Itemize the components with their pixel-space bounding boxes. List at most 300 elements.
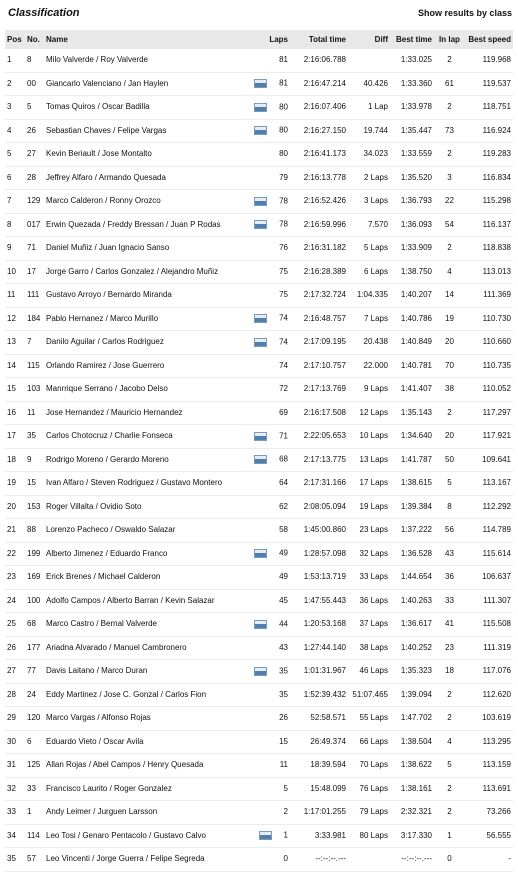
cell-laps	[250, 613, 290, 637]
cell-car-number: 125	[25, 754, 44, 778]
table-row[interactable]	[5, 824, 513, 848]
cell-in-lap: 20	[434, 425, 465, 449]
cell-driver-names: Davis Laitano / Marco Duran	[44, 660, 250, 684]
cell-best-time: 1:41.787	[390, 448, 434, 472]
cell-best-time: 1:47.702	[390, 707, 434, 731]
cell-best-time: 1:44.654	[390, 566, 434, 590]
cell-in-lap: 36	[434, 566, 465, 590]
onboard-camera-icon[interactable]	[254, 314, 267, 323]
cell-laps	[250, 307, 290, 331]
cell-best-time: 1:38.750	[390, 260, 434, 284]
laps-value: 80	[279, 149, 288, 159]
cell-best-speed: 115.614	[465, 542, 513, 566]
cell-best-speed: 113.159	[465, 754, 513, 778]
table-row[interactable]	[5, 166, 513, 190]
table-row[interactable]	[5, 472, 513, 496]
cell-total-time: 1:53:13.719	[290, 566, 348, 590]
cell-driver-names: Marco Calderon / Ronny Orozco	[44, 190, 250, 214]
cell-total-time: 52:58.571	[290, 707, 348, 731]
table-row[interactable]	[5, 848, 513, 872]
table-row[interactable]	[5, 260, 513, 284]
cell-best-speed: 116.924	[465, 119, 513, 143]
cell-in-lap: 33	[434, 589, 465, 613]
cell-best-speed: 115.508	[465, 613, 513, 637]
laps-value: 75	[279, 266, 288, 276]
cell-car-number: 1	[25, 801, 44, 825]
cell-best-time: 1:41.407	[390, 378, 434, 402]
cell-pos: 31	[5, 754, 25, 778]
cell-pos: 4	[5, 119, 25, 143]
cell-laps	[250, 589, 290, 613]
cell-in-lap: 2	[434, 683, 465, 707]
laps-value: 44	[279, 619, 288, 629]
cell-car-number: 111	[25, 284, 44, 308]
cell-diff	[348, 49, 390, 72]
cell-pos: 19	[5, 472, 25, 496]
cell-diff	[348, 848, 390, 872]
cell-car-number: 100	[25, 589, 44, 613]
laps-value: 43	[279, 642, 288, 652]
cell-laps	[250, 213, 290, 237]
laps-value: 81	[279, 55, 288, 65]
table-body	[5, 49, 513, 871]
cell-in-lap: 2	[434, 143, 465, 167]
cell-laps	[250, 472, 290, 496]
cell-laps	[250, 707, 290, 731]
col-header-diff[interactable]: Diff	[348, 30, 390, 49]
table-row[interactable]	[5, 331, 513, 355]
cell-diff: 22.000	[348, 354, 390, 378]
laps-value: 74	[279, 360, 288, 370]
cell-diff: 6 Laps	[348, 260, 390, 284]
cell-car-number: 68	[25, 613, 44, 637]
cell-total-time: 2:16:06.788	[290, 49, 348, 72]
cell-car-number: 57	[25, 848, 44, 872]
cell-diff: 19 Laps	[348, 495, 390, 519]
cell-best-speed: 113.013	[465, 260, 513, 284]
cell-in-lap: 73	[434, 119, 465, 143]
cell-diff: 10 Laps	[348, 425, 390, 449]
cell-best-speed: 110.730	[465, 307, 513, 331]
cell-in-lap: 54	[434, 213, 465, 237]
table-row[interactable]	[5, 683, 513, 707]
cell-best-speed: 109.641	[465, 448, 513, 472]
cell-car-number: 184	[25, 307, 44, 331]
cell-diff: 70 Laps	[348, 754, 390, 778]
table-row[interactable]	[5, 119, 513, 143]
cell-laps	[250, 354, 290, 378]
cell-total-time: 26:49.374	[290, 730, 348, 754]
cell-total-time: 2:16:17.508	[290, 401, 348, 425]
cell-in-lap: 14	[434, 284, 465, 308]
cell-driver-names: Marco Castro / Bernal Valverde	[44, 613, 250, 637]
cell-laps	[250, 542, 290, 566]
laps-value: 11	[279, 760, 288, 770]
table-row[interactable]	[5, 519, 513, 543]
cell-driver-names: Eduardo Vieto / Oscar Avila	[44, 730, 250, 754]
onboard-camera-icon[interactable]	[254, 79, 267, 88]
cell-diff: 17 Laps	[348, 472, 390, 496]
cell-pos: 15	[5, 378, 25, 402]
cell-best-speed: 113.167	[465, 472, 513, 496]
cell-pos: 27	[5, 660, 25, 684]
cell-total-time: 2:17:32.724	[290, 284, 348, 308]
cell-diff: 38 Laps	[348, 636, 390, 660]
cell-driver-names: Leo Vincenti / Jorge Guerra / Felipe Segreda	[44, 848, 250, 872]
cell-best-time: 1:38.504	[390, 730, 434, 754]
cell-car-number: 88	[25, 519, 44, 543]
cell-total-time: 1:52:39.432	[290, 683, 348, 707]
cell-driver-names: Eddy Martinez / Jose C. Gonzal / Carlos Fion	[44, 683, 250, 707]
table-row[interactable]	[5, 707, 513, 731]
cell-best-speed: 117.297	[465, 401, 513, 425]
onboard-camera-icon[interactable]	[254, 455, 267, 464]
cell-driver-names: Tomas Quiros / Oscar Badilla	[44, 96, 250, 120]
cell-best-speed: 56.555	[465, 824, 513, 848]
table-row[interactable]	[5, 589, 513, 613]
table-row[interactable]	[5, 542, 513, 566]
cell-best-time: 1:39.384	[390, 495, 434, 519]
cell-car-number: 103	[25, 378, 44, 402]
cell-total-time: 15:48.099	[290, 777, 348, 801]
col-header-total-time[interactable]: Total time	[290, 30, 348, 49]
cell-best-time: 1:33.909	[390, 237, 434, 261]
cell-driver-names: Leo Tosi / Genaro Pentacolo / Gustavo Calvo	[44, 824, 250, 848]
cell-car-number: 27	[25, 143, 44, 167]
cell-in-lap: 2	[434, 401, 465, 425]
cell-best-time: 1:40.252	[390, 636, 434, 660]
laps-value: 49	[279, 548, 288, 558]
table-row[interactable]	[5, 49, 513, 72]
cell-car-number: 6	[25, 730, 44, 754]
table-row[interactable]	[5, 96, 513, 120]
cell-total-time: 1:17:01.255	[290, 801, 348, 825]
cell-total-time: 2:08:05.094	[290, 495, 348, 519]
cell-best-speed: 113.691	[465, 777, 513, 801]
cell-best-time: 1:38.161	[390, 777, 434, 801]
cell-laps	[250, 754, 290, 778]
cell-best-speed: 115.298	[465, 190, 513, 214]
cell-pos: 26	[5, 636, 25, 660]
cell-best-speed: 117.076	[465, 660, 513, 684]
laps-value: 58	[279, 525, 288, 535]
onboard-camera-icon[interactable]	[254, 549, 267, 558]
cell-total-time: 2:16:13.778	[290, 166, 348, 190]
cell-in-lap: 4	[434, 730, 465, 754]
cell-diff: 2 Laps	[348, 166, 390, 190]
cell-laps	[250, 72, 290, 96]
cell-laps	[250, 495, 290, 519]
cell-best-time: 1:35.520	[390, 166, 434, 190]
cell-driver-names: Francisco Laurito / Roger Gonzalez	[44, 777, 250, 801]
table-row[interactable]	[5, 401, 513, 425]
onboard-camera-icon[interactable]	[254, 103, 267, 112]
cell-laps	[250, 378, 290, 402]
table-row[interactable]	[5, 730, 513, 754]
laps-value: 78	[279, 196, 288, 206]
cell-best-time: 1:40.786	[390, 307, 434, 331]
cell-best-speed: -	[465, 848, 513, 872]
cell-laps	[250, 683, 290, 707]
col-header-no[interactable]: No.	[25, 30, 44, 49]
cell-in-lap: 0	[434, 848, 465, 872]
cell-pos: 9	[5, 237, 25, 261]
cell-best-time: 1:36.093	[390, 213, 434, 237]
cell-diff: 33 Laps	[348, 566, 390, 590]
cell-pos: 6	[5, 166, 25, 190]
cell-best-speed: 118.751	[465, 96, 513, 120]
table-row[interactable]	[5, 354, 513, 378]
cell-best-speed: 117.921	[465, 425, 513, 449]
cell-total-time: 2:17:13.769	[290, 378, 348, 402]
cell-driver-names: Sebastian Chaves / Felipe Vargas	[44, 119, 250, 143]
cell-best-time: 1:33.559	[390, 143, 434, 167]
cell-car-number: 00	[25, 72, 44, 96]
onboard-camera-icon[interactable]	[254, 432, 267, 441]
cell-best-speed: 116.834	[465, 166, 513, 190]
cell-car-number: 17	[25, 260, 44, 284]
cell-diff: 19.744	[348, 119, 390, 143]
cell-driver-names: Danilo Aguilar / Carlos Rodriguez	[44, 331, 250, 355]
cell-pos: 33	[5, 801, 25, 825]
cell-pos: 10	[5, 260, 25, 284]
cell-pos: 30	[5, 730, 25, 754]
cell-pos: 16	[5, 401, 25, 425]
laps-value: 0	[283, 854, 288, 864]
cell-pos: 32	[5, 777, 25, 801]
cell-best-time: 1:38.622	[390, 754, 434, 778]
cell-laps	[250, 331, 290, 355]
cell-diff: 36 Laps	[348, 589, 390, 613]
laps-value: 68	[279, 454, 288, 464]
table-row[interactable]	[5, 448, 513, 472]
cell-diff: 80 Laps	[348, 824, 390, 848]
cell-pos: 18	[5, 448, 25, 472]
laps-value: 69	[279, 407, 288, 417]
cell-total-time: 2:16:27.150	[290, 119, 348, 143]
cell-best-speed: 113.295	[465, 730, 513, 754]
cell-best-time: 1:36.793	[390, 190, 434, 214]
cell-best-speed: 110.052	[465, 378, 513, 402]
table-row[interactable]	[5, 237, 513, 261]
table-row[interactable]	[5, 801, 513, 825]
cell-total-time: 1:28:57.098	[290, 542, 348, 566]
cell-laps	[250, 448, 290, 472]
cell-pos: 1	[5, 49, 25, 72]
cell-diff: 9 Laps	[348, 378, 390, 402]
cell-pos: 17	[5, 425, 25, 449]
col-header-pos[interactable]: Pos	[5, 30, 25, 49]
cell-car-number: 7	[25, 331, 44, 355]
laps-value: 1	[283, 830, 288, 840]
laps-value: 74	[279, 313, 288, 323]
cell-laps	[250, 801, 290, 825]
table-row[interactable]	[5, 636, 513, 660]
cell-diff: 3 Laps	[348, 190, 390, 214]
cell-pos: 25	[5, 613, 25, 637]
cell-in-lap: 2	[434, 237, 465, 261]
table-row[interactable]	[5, 495, 513, 519]
cell-best-time: 1:33.360	[390, 72, 434, 96]
table-row[interactable]	[5, 213, 513, 237]
cell-pos: 8	[5, 213, 25, 237]
onboard-camera-icon[interactable]	[259, 831, 272, 840]
table-row[interactable]	[5, 425, 513, 449]
table-row[interactable]	[5, 613, 513, 637]
cell-pos: 24	[5, 589, 25, 613]
onboard-camera-icon[interactable]	[254, 620, 267, 629]
cell-total-time: 2:16:41.173	[290, 143, 348, 167]
laps-value: 81	[279, 78, 288, 88]
cell-car-number: 71	[25, 237, 44, 261]
cell-total-time: 1:47:55.443	[290, 589, 348, 613]
cell-best-time: 1:35.447	[390, 119, 434, 143]
cell-best-speed: 73.266	[465, 801, 513, 825]
table-row[interactable]	[5, 190, 513, 214]
cell-driver-names: Jose Hernandez / Mauricio Hernandez	[44, 401, 250, 425]
table-row[interactable]	[5, 307, 513, 331]
cell-diff: 12 Laps	[348, 401, 390, 425]
laps-value: 80	[279, 102, 288, 112]
cell-diff: 55 Laps	[348, 707, 390, 731]
cell-best-time: 1:40.781	[390, 354, 434, 378]
cell-pos: 23	[5, 566, 25, 590]
table-row[interactable]	[5, 143, 513, 167]
cell-diff: 20.438	[348, 331, 390, 355]
cell-best-speed: 111.307	[465, 589, 513, 613]
cell-car-number: 199	[25, 542, 44, 566]
cell-best-time: 1:39.094	[390, 683, 434, 707]
onboard-camera-icon[interactable]	[254, 220, 267, 229]
laps-value: 80	[279, 125, 288, 135]
cell-in-lap: 2	[434, 777, 465, 801]
cell-diff: 46 Laps	[348, 660, 390, 684]
cell-in-lap: 2	[434, 96, 465, 120]
laps-value: 5	[283, 783, 288, 793]
cell-pos: 22	[5, 542, 25, 566]
cell-total-time: 2:16:48.757	[290, 307, 348, 331]
cell-car-number: 11	[25, 401, 44, 425]
cell-best-speed: 118.838	[465, 237, 513, 261]
cell-total-time: 2:17:09.195	[290, 331, 348, 355]
cell-laps	[250, 425, 290, 449]
cell-in-lap: 61	[434, 72, 465, 96]
cell-best-speed: 106.637	[465, 566, 513, 590]
cell-total-time: 1:45:00.860	[290, 519, 348, 543]
onboard-camera-icon[interactable]	[254, 197, 267, 206]
cell-driver-names: Andy Leimer / Jurguen Larsson	[44, 801, 250, 825]
col-header-in-lap[interactable]: In lap	[434, 30, 465, 49]
laps-value: 76	[279, 243, 288, 253]
table-row[interactable]	[5, 284, 513, 308]
cell-laps	[250, 401, 290, 425]
cell-laps	[250, 190, 290, 214]
cell-car-number: 8	[25, 49, 44, 72]
cell-diff: 5 Laps	[348, 237, 390, 261]
laps-value: 71	[279, 431, 288, 441]
table-row[interactable]	[5, 754, 513, 778]
table-row[interactable]	[5, 777, 513, 801]
col-header-name[interactable]: Name	[44, 30, 250, 49]
cell-driver-names: Jeffrey Alfaro / Armando Quesada	[44, 166, 250, 190]
cell-laps	[250, 119, 290, 143]
table-row[interactable]	[5, 72, 513, 96]
cell-laps	[250, 49, 290, 72]
cell-best-time: 1:40.263	[390, 589, 434, 613]
cell-total-time: 1:20:53.168	[290, 613, 348, 637]
cell-in-lap: 5	[434, 472, 465, 496]
table-row[interactable]	[5, 566, 513, 590]
cell-laps	[250, 824, 290, 848]
cell-diff: 40.426	[348, 72, 390, 96]
cell-diff: 76 Laps	[348, 777, 390, 801]
cell-laps	[250, 777, 290, 801]
cell-best-time: 1:35.323	[390, 660, 434, 684]
onboard-camera-icon[interactable]	[254, 667, 267, 676]
cell-car-number: 120	[25, 707, 44, 731]
laps-value: 79	[279, 172, 288, 182]
cell-total-time: 2:16:28.389	[290, 260, 348, 284]
cell-car-number: 33	[25, 777, 44, 801]
onboard-camera-icon[interactable]	[254, 126, 267, 135]
classification-table	[5, 30, 513, 872]
cell-laps	[250, 730, 290, 754]
header-bar	[0, 0, 518, 26]
cell-pos: 34	[5, 824, 25, 848]
onboard-camera-icon[interactable]	[254, 338, 267, 347]
cell-in-lap: 19	[434, 307, 465, 331]
cell-laps	[250, 519, 290, 543]
laps-value: 78	[279, 219, 288, 229]
cell-diff: 13 Laps	[348, 448, 390, 472]
cell-total-time: 2:22:05.653	[290, 425, 348, 449]
cell-laps	[250, 143, 290, 167]
cell-best-time: 1:35.143	[390, 401, 434, 425]
laps-value: 64	[279, 478, 288, 488]
page-title: Classification	[8, 7, 80, 19]
cell-in-lap: 1	[434, 824, 465, 848]
cell-best-time: 1:33.025	[390, 49, 434, 72]
cell-car-number: 114	[25, 824, 44, 848]
cell-in-lap: 56	[434, 519, 465, 543]
table-row[interactable]	[5, 660, 513, 684]
cell-best-time: 2:32.321	[390, 801, 434, 825]
cell-total-time: 3:33.981	[290, 824, 348, 848]
cell-total-time: 2:17:31.166	[290, 472, 348, 496]
cell-pos: 29	[5, 707, 25, 731]
col-header-best-time[interactable]: Best time	[390, 30, 434, 49]
cell-diff: 37 Laps	[348, 613, 390, 637]
laps-value: 72	[279, 384, 288, 394]
cell-best-speed: 119.537	[465, 72, 513, 96]
col-header-best-speed[interactable]: Best speed	[465, 30, 513, 49]
cell-diff: 34.023	[348, 143, 390, 167]
cell-best-time: 1:36.528	[390, 542, 434, 566]
show-results-by-class-link[interactable]: Show results by class	[417, 8, 512, 18]
cell-driver-names: Daniel Muñiz / Juan Ignacio Sanso	[44, 237, 250, 261]
cell-total-time: 18:39.594	[290, 754, 348, 778]
cell-in-lap: 43	[434, 542, 465, 566]
cell-total-time: 2:17:13.775	[290, 448, 348, 472]
cell-car-number: 153	[25, 495, 44, 519]
laps-value: 74	[279, 337, 288, 347]
cell-best-time: 1:40.849	[390, 331, 434, 355]
cell-car-number: 017	[25, 213, 44, 237]
table-row[interactable]	[5, 378, 513, 402]
cell-car-number: 77	[25, 660, 44, 684]
cell-best-time: 1:38.615	[390, 472, 434, 496]
col-header-laps[interactable]: Laps	[250, 30, 290, 49]
